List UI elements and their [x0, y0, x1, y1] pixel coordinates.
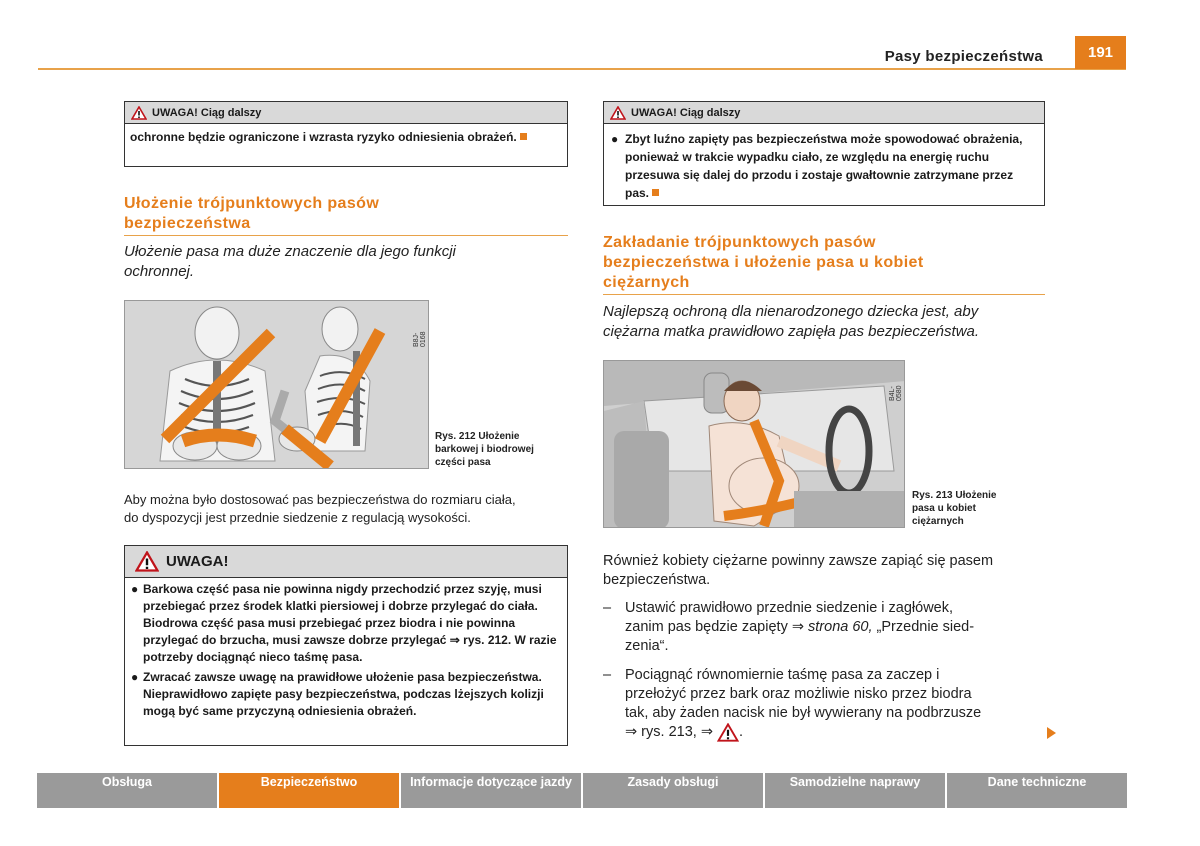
nav-tab[interactable]: Dane techniczne	[947, 773, 1127, 808]
warning-continued-header	[604, 102, 1044, 124]
nav-tab[interactable]: Samodzielne naprawy	[765, 773, 945, 808]
warning-header	[125, 546, 567, 578]
warning-triangle-icon[interactable]	[717, 723, 739, 742]
step-item	[603, 599, 974, 656]
page-number: 191	[1075, 36, 1126, 69]
nav-tab[interactable]: Zasady obsługi	[583, 773, 763, 808]
section-lead	[603, 302, 979, 342]
caption-line-1: Rys. 213 Ułożenie	[912, 490, 997, 501]
step-line: przełożyć przez bark oraz możliwie nisko przez biodra	[625, 686, 972, 702]
lead-line-1: Ułożenie pasa ma duże znaczenie dla jego funkcji	[124, 243, 456, 260]
section-rule	[603, 294, 1045, 295]
figure-caption	[435, 430, 534, 469]
next-page-arrow-icon[interactable]	[1047, 727, 1056, 739]
warning-continued-text	[604, 124, 1044, 206]
nav-tab[interactable]: Informacje dotyczące jazdy	[401, 773, 581, 808]
caption-line-2: barkowej i biodrowej	[435, 444, 534, 455]
step-text: zanim pas będzie zapięty ⇒	[625, 619, 809, 635]
warning-continued-text-content: ochronne będzie ograniczone i wzrasta ryzyko odniesienia obrażeń.	[130, 130, 517, 144]
body-line-2: do dyspozycji jest przednie siedzenie z regulacją wysokości.	[124, 510, 471, 525]
section-title-line-2: bezpieczeństwa	[124, 215, 251, 232]
chapter-title: Pasy bezpieczeństwa	[884, 48, 1043, 65]
section-title-pregnant	[603, 233, 924, 293]
figure-reference-link[interactable]: ⇒ rys. 213, ⇒	[625, 724, 717, 740]
pregnant-driver-illustration	[604, 361, 905, 528]
warning-continued-box	[124, 101, 568, 167]
bullet-dot: ●	[611, 132, 619, 146]
warning-body	[125, 578, 567, 723]
step-line: Ustawić prawidłowo przednie siedzenie i zagłówek,	[625, 600, 954, 616]
warning-continued-header	[125, 102, 567, 124]
step-text: „Przednie sied-	[872, 619, 975, 635]
section-lead	[124, 242, 456, 282]
nav-tab[interactable]: Obsługa	[37, 773, 217, 808]
warning-bullet-text: Zwracać zawsze uwagę na prawidłowe ułożenie pasa bezpieczeństwa. Nieprawidłowo zapięte pasy bezpieczeństwa, podczas lżejszych kolizji mogą być same przyczyną odniesienia obrażeń.	[143, 670, 544, 718]
section-title-line-2: bezpieczeństwa i ułożenie pasa u kobiet	[603, 254, 924, 271]
figure-belt-skeleton	[124, 300, 429, 469]
figure-code: B8J-0168	[413, 331, 427, 347]
warning-continued-text-content: Zbyt luźno zapięty pas bezpieczeństwa może spowodować obrażenia, ponieważ w trakcie wypadku ciało, ze względu na energię ruchu przesuwa się dalej do przodu i zostaje gwałtownie zatrzymane przez pas.	[625, 132, 1023, 200]
lead-line-2: ochronnej.	[124, 263, 195, 280]
warning-continued-text	[125, 124, 567, 150]
lead-line-1: Najlepszą ochroną dla nienarodzonego dziecka jest, aby	[603, 303, 979, 320]
caption-line-3: ciężarnych	[912, 516, 964, 527]
end-marker-icon	[652, 189, 659, 196]
step-line: zenia“.	[625, 638, 669, 654]
caption-line-1: Rys. 212 Ułożenie	[435, 431, 520, 442]
warning-title: UWAGA!	[166, 553, 229, 570]
page-reference-link[interactable]: strona 60,	[808, 619, 873, 635]
nav-tab[interactable]: Bezpieczeństwo	[219, 773, 399, 808]
figure-pregnant-driver	[603, 360, 905, 528]
step-line: Pociągnąć równomiernie taśmę pasa za zaczep i	[625, 667, 940, 683]
section-title-line-3: ciężarnych	[603, 274, 690, 291]
figure-code: B4L-0580	[889, 385, 903, 401]
warning-box	[124, 545, 568, 746]
bullet-dot: ●	[131, 582, 139, 596]
warning-continued-title: UWAGA! Ciąg dalszy	[631, 106, 741, 119]
dash-marker: –	[603, 667, 612, 683]
warning-continued-title: UWAGA! Ciąg dalszy	[152, 106, 262, 119]
warning-triangle-icon	[610, 106, 626, 120]
warning-continued-text-wrap	[625, 130, 1039, 202]
step-text: .	[739, 724, 744, 740]
step-item	[603, 666, 981, 742]
header-rule	[38, 68, 1126, 70]
section-title-belt-position	[124, 194, 379, 234]
warning-continued-box-right	[603, 101, 1045, 206]
skeleton-illustration	[125, 301, 429, 469]
warning-bullet	[131, 581, 559, 666]
body-paragraph	[124, 491, 516, 527]
bullet-dot: ●	[131, 670, 139, 684]
chapter-nav	[37, 773, 1127, 808]
body-paragraph	[603, 552, 993, 590]
body-line-1: Również kobiety ciężarne powinny zawsze zapiąć się pasem	[603, 553, 994, 569]
body-line-1: Aby można było dostosować pas bezpieczeństwa do rozmiaru ciała,	[124, 492, 516, 507]
warning-bullet	[131, 669, 559, 720]
warning-bullet-text: Barkowa część pasa nie powinna nigdy przechodzić przez szyję, musi przebiegać przez środek klatki piersiowej i dobrze przylegać do ciała. Biodrowa część pasa musi przebiegać przez biodra i nie powinna przylegać do brzucha, musi zawsze dobrze przylegać ⇒ rys. 212. W razie potrzeby dociągnąć nieco taśmę pasa.	[143, 582, 557, 664]
step-line	[625, 618, 974, 637]
caption-line-3: części pasa	[435, 457, 491, 468]
caption-line-2: pasa u kobiet	[912, 503, 976, 514]
body-line-2: bezpieczeństwa.	[603, 572, 711, 588]
warning-triangle-icon	[135, 551, 159, 572]
section-title-line-1: Ułożenie trójpunktowych pasów	[124, 195, 380, 212]
warning-triangle-icon	[131, 106, 147, 120]
end-marker-icon	[520, 133, 527, 140]
lead-line-2: ciężarna matka prawidłowo zapięła pas bezpieczeństwa.	[603, 323, 980, 340]
section-title-line-1: Zakładanie trójpunktowych pasów	[603, 234, 876, 251]
step-line: tak, aby żaden nacisk nie był wywierany na podbrzusze	[625, 705, 982, 721]
figure-caption	[912, 489, 996, 528]
step-line	[625, 723, 981, 742]
section-rule	[124, 235, 568, 236]
dash-marker: –	[603, 600, 612, 616]
